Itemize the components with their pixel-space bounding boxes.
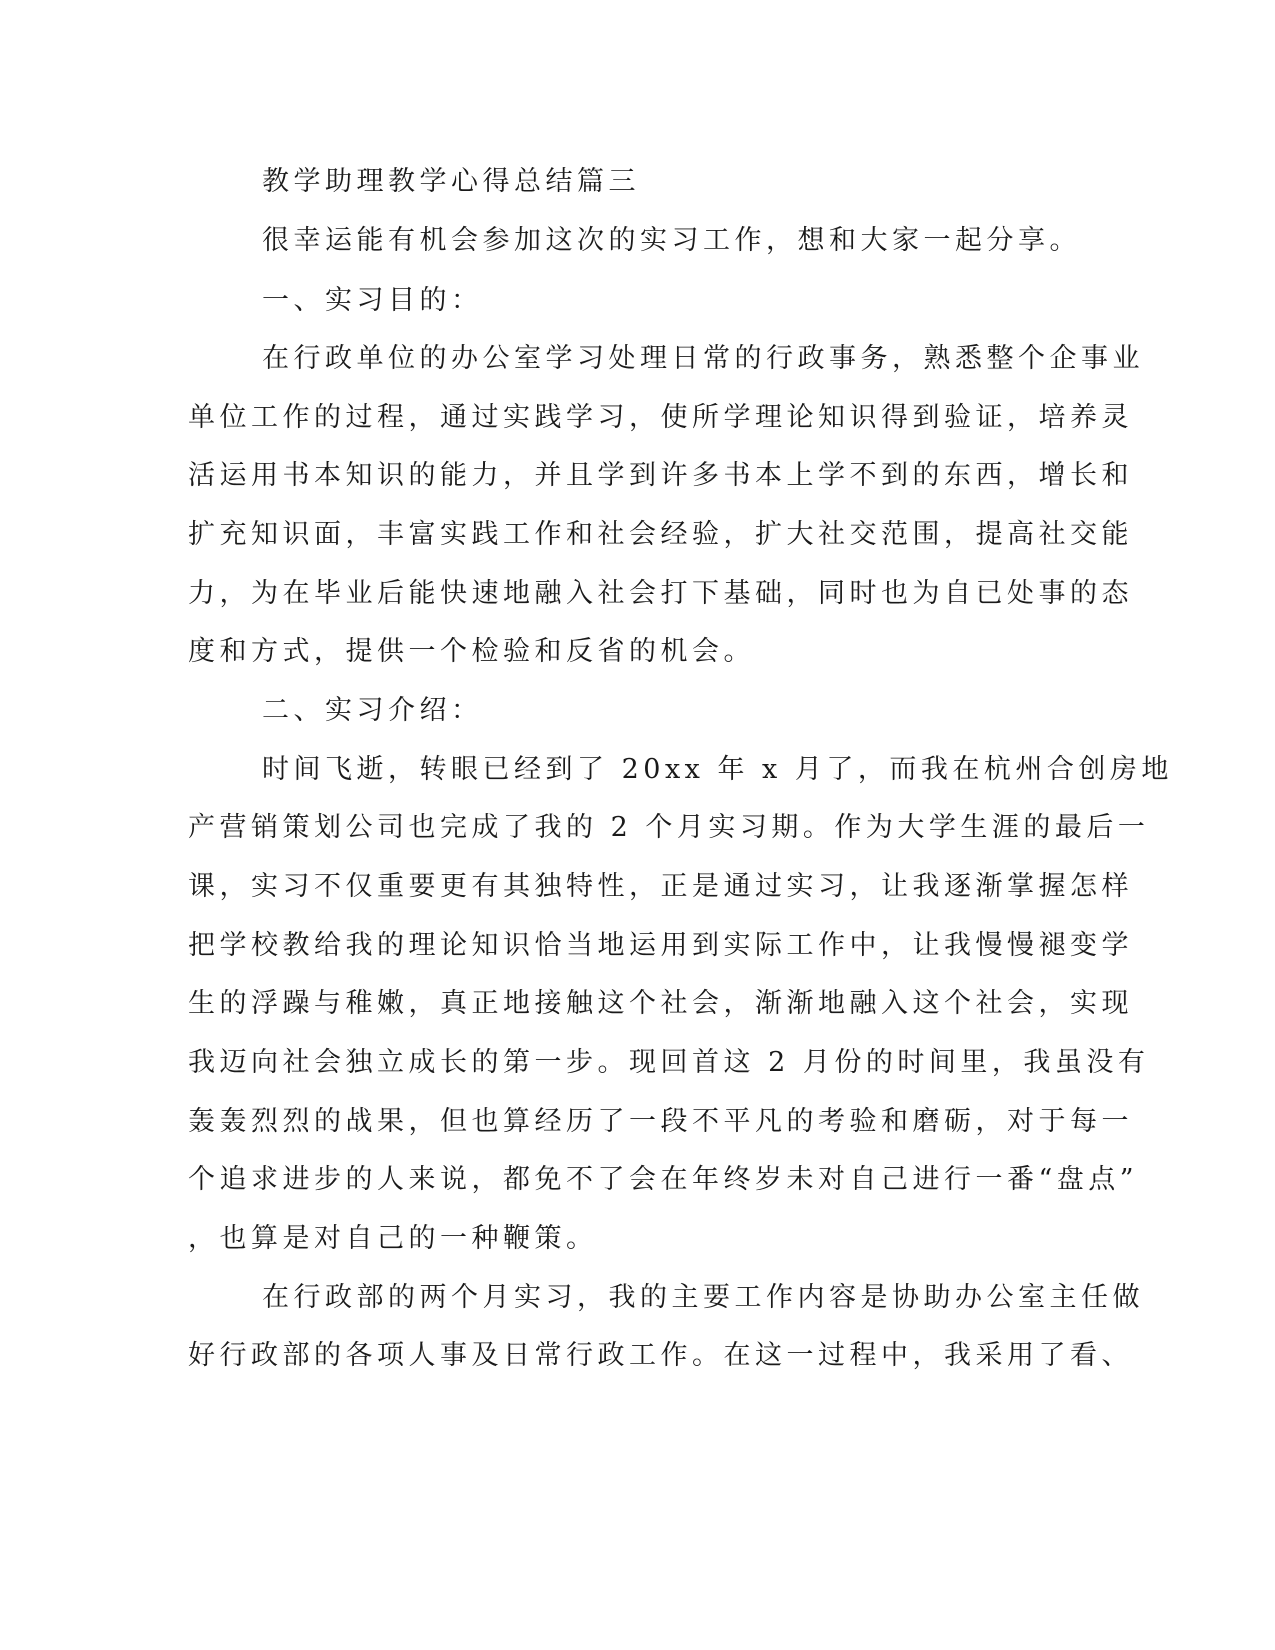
document-title: 教学助理教学心得总结篇三 xyxy=(262,166,640,197)
text-line: 我迈向社会独立成长的第一步。现回首这 2 月份的时间里，我虽没有 xyxy=(188,1047,1150,1078)
text-line: 扩充知识面，丰富实践工作和社会经验，扩大社交范围，提高社交能 xyxy=(188,519,1133,550)
text-line: 好行政部的各项人事及日常行政工作。在这一过程中，我采用了看、 xyxy=(188,1340,1133,1371)
text-line: 在行政部的两个月实习，我的主要工作内容是协助办公室主任做 xyxy=(262,1282,1144,1313)
text-line: 生的浮躁与稚嫩，真正地接触这个社会，渐渐地融入这个社会，实现 xyxy=(188,988,1133,1019)
text-line: 单位工作的过程，通过实践学习，使所学理论知识得到验证，培养灵 xyxy=(188,402,1133,433)
text-line: 产营销策划公司也完成了我的 2 个月实习期。作为大学生涯的最后一 xyxy=(188,812,1150,843)
text-line: ，也算是对自己的一种鞭策。 xyxy=(188,1223,598,1254)
text-line: 很幸运能有机会参加这次的实习工作，想和大家一起分享。 xyxy=(262,225,1081,256)
text-line: 课，实习不仅重要更有其独特性，正是通过实习，让我逐渐掌握怎样 xyxy=(188,871,1133,902)
text-line: 把学校教给我的理论知识恰当地运用到实际工作中，让我慢慢褪变学 xyxy=(188,930,1133,961)
section-heading: 一、实习目的： xyxy=(262,285,483,316)
section-heading: 二、实习介绍： xyxy=(262,695,483,726)
text-line: 轰轰烈烈的战果，但也算经历了一段不平凡的考验和磨砺，对于每一 xyxy=(188,1106,1133,1137)
text-line: 活运用书本知识的能力，并且学到许多书本上学不到的东西，增长和 xyxy=(188,460,1133,491)
text-line: 个追求进步的人来说，都免不了会在年终岁未对自己进行一番“盘点” xyxy=(188,1164,1139,1195)
text-line: 力，为在毕业后能快速地融入社会打下基础，同时也为自已处事的态 xyxy=(188,578,1133,609)
text-line: 在行政单位的办公室学习处理日常的行政事务，熟悉整个企事业 xyxy=(262,343,1144,374)
text-line: 度和方式，提供一个检验和反省的机会。 xyxy=(188,636,755,667)
text-line: 时间飞逝，转眼已经到了 20xx 年 x 月了，而我在杭州合创房地 xyxy=(262,754,1173,785)
